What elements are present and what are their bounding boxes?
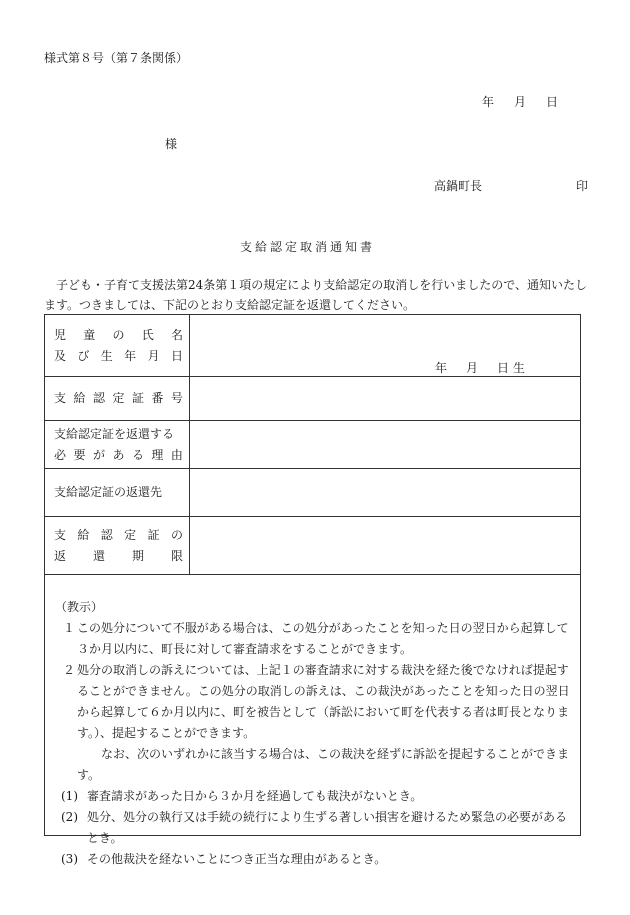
table-row-return-reason — [45, 421, 580, 469]
note-item: １ この処分について不服がある場合は、この処分があったことを知った日の翌日から起算して３か月以内に、町長に対して審査請求をすることができます。 — [63, 621, 569, 656]
date-month: 月 — [514, 95, 527, 109]
date-line — [482, 93, 558, 110]
note-subitem: (2) 処分、処分の執行又は手続の続行により生ずる著しい損害を避けるため緊急の必要があるとき。 — [61, 810, 568, 845]
intro-paragraph: 子ども・子育て支援法第24条第１項の規定により支給認定の取消しを行いましたので、通知いたします。つきましては、下記のとおり支給認定証を返還してください。 — [44, 278, 588, 312]
addressee-honorific: 様 — [165, 137, 178, 151]
form-table — [44, 314, 581, 866]
issuer-name: 高鍋町長 — [434, 179, 483, 193]
row-label: 支 給 認 定 証 番 号 — [45, 377, 190, 420]
appeal-instructions — [45, 575, 580, 870]
table-row-child-name-birthdate — [45, 315, 580, 377]
row-label: 児 童 の 氏 名 及 び 生 年 月 日 — [45, 315, 190, 376]
table-row-certificate-number — [45, 377, 580, 421]
row-label: 支 給 認 定 証 の 返 還 期 限 — [45, 517, 190, 574]
note-item: ２ 処分の取消しの訴えについては、上記１の審査請求に対する裁決を経た後でなければ提起することができません。この処分の取消しの訴えは、この裁決があったことを知った日の翌日から起算して６か月以内に、町を被告として（訴訟において町を代表する者は町長となります。）、提起することができます。 — [63, 663, 570, 740]
note-followup: なお、次のいずれかに該当する場合は、この裁決を経ずに訴訟を提起することができます。 — [77, 747, 570, 782]
document-title: 支給認定取消通知書 — [240, 240, 376, 254]
table-row-return-destination — [45, 469, 580, 517]
note-subitem: (1) 審査請求があった日から３か月を経過しても裁決がないとき。 — [61, 789, 423, 803]
seal-mark: 印 — [576, 179, 589, 193]
form-number: 様式第８号（第７条関係） — [44, 51, 189, 65]
birthdate-suffix: 年 月 日 生 — [435, 361, 525, 375]
note-subitem: (3) その他裁決を経ないことにつき正当な理由があるとき。 — [61, 852, 387, 866]
date-year: 年 — [482, 95, 495, 109]
table-row-return-deadline — [45, 517, 580, 575]
notes-heading: （教示） — [55, 600, 104, 614]
row-label: 支給認定証を返還する 必 要 が あ る 理 由 — [45, 421, 190, 468]
row-label: 支給認定証の返還先 — [45, 469, 190, 516]
date-day: 日 — [546, 95, 559, 109]
